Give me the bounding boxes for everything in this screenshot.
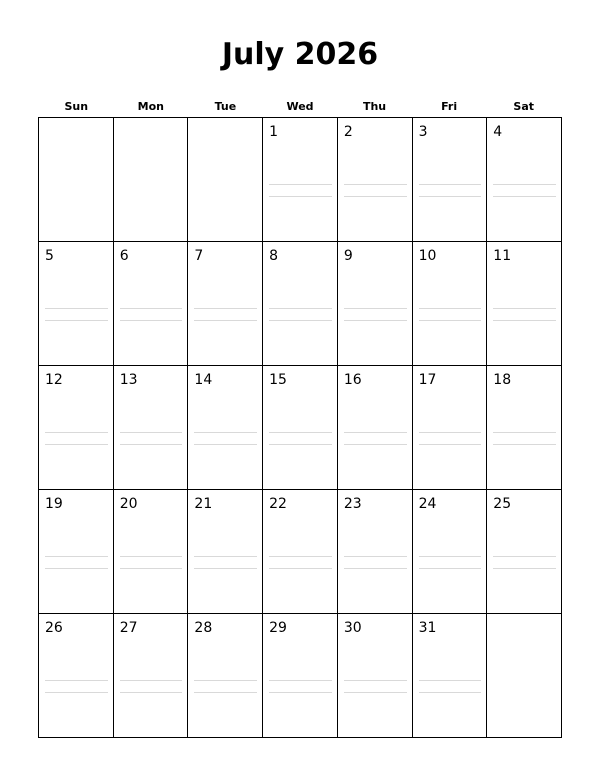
day-cell: [413, 614, 488, 738]
day-cell: [413, 242, 488, 366]
note-line: [419, 692, 482, 693]
weekday-fri: Fri: [441, 100, 458, 113]
day-number: 7: [194, 248, 204, 264]
day-cell: [338, 490, 413, 614]
day-cell: [114, 490, 189, 614]
day-number: 13: [119, 372, 138, 388]
day-number: 24: [418, 496, 437, 512]
day-number: 27: [119, 620, 138, 636]
day-number: 14: [194, 372, 213, 388]
day-cell: [263, 366, 338, 490]
note-line: [194, 680, 257, 681]
day-number: 15: [269, 372, 287, 388]
day-cell: [338, 614, 413, 738]
note-line: [493, 568, 556, 569]
day-cell: [188, 242, 263, 366]
day-cell: [487, 366, 562, 490]
note-line: [45, 680, 108, 681]
day-number: 29: [269, 620, 287, 636]
day-cell: [263, 118, 338, 242]
day-cell: [39, 366, 114, 490]
day-cell: [263, 490, 338, 614]
day-cell: [188, 490, 263, 614]
note-line: [344, 320, 407, 321]
note-line: [419, 556, 482, 557]
day-number: 3: [418, 124, 428, 140]
note-line: [269, 692, 332, 693]
note-line: [419, 444, 482, 445]
note-line: [45, 308, 108, 309]
weekday-wed: Wed: [286, 100, 314, 113]
note-line: [194, 444, 257, 445]
note-line: [493, 184, 556, 185]
empty-day-cell: [114, 118, 189, 242]
weekday-tue: Tue: [214, 100, 237, 113]
note-line: [120, 432, 183, 433]
note-line: [344, 556, 407, 557]
day-number: 5: [45, 248, 54, 264]
day-cell: [114, 366, 189, 490]
note-line: [269, 432, 332, 433]
note-line: [194, 692, 257, 693]
note-line: [45, 320, 108, 321]
weekday-sat: Sat: [513, 100, 534, 113]
note-line: [120, 568, 183, 569]
calendar-title: July 2026: [221, 37, 379, 72]
day-cell: [338, 366, 413, 490]
day-cell: [487, 242, 562, 366]
day-number: 17: [418, 372, 437, 388]
note-line: [419, 432, 482, 433]
day-number: 10: [418, 248, 437, 264]
note-line: [269, 556, 332, 557]
note-line: [120, 320, 183, 321]
weekday-mon: Mon: [137, 100, 165, 113]
note-line: [493, 556, 556, 557]
note-line: [344, 184, 407, 185]
note-line: [419, 320, 482, 321]
note-line: [45, 568, 108, 569]
note-line: [45, 692, 108, 693]
day-number: 31: [418, 620, 437, 636]
day-number: 11: [493, 248, 512, 264]
empty-day-cell: [188, 118, 263, 242]
empty-day-cell: [39, 118, 114, 242]
weekday-sun: Sun: [64, 100, 89, 113]
note-line: [344, 680, 407, 681]
note-line: [269, 568, 332, 569]
day-cell: [487, 118, 562, 242]
note-line: [493, 432, 556, 433]
day-cell: [263, 242, 338, 366]
empty-day-cell: [487, 614, 562, 738]
note-line: [120, 444, 183, 445]
day-cell: [413, 366, 488, 490]
note-line: [120, 308, 183, 309]
note-line: [269, 444, 332, 445]
note-line: [493, 444, 556, 445]
day-cell: [263, 614, 338, 738]
note-line: [194, 432, 257, 433]
note-line: [120, 692, 183, 693]
note-line: [194, 308, 257, 309]
day-cell: [114, 614, 189, 738]
note-line: [344, 568, 407, 569]
note-line: [269, 680, 332, 681]
note-line: [344, 196, 407, 197]
day-number: 23: [343, 496, 362, 512]
note-line: [120, 680, 183, 681]
day-number: 12: [45, 372, 63, 388]
day-cell: [338, 242, 413, 366]
day-number: 26: [45, 620, 63, 636]
note-line: [419, 184, 482, 185]
note-line: [344, 444, 407, 445]
day-number: 8: [269, 248, 279, 264]
note-line: [419, 308, 482, 309]
note-line: [194, 556, 257, 557]
day-number: 22: [269, 496, 287, 512]
day-number: 28: [194, 620, 213, 636]
note-line: [419, 568, 482, 569]
day-number: 25: [493, 496, 512, 512]
day-cell: [188, 366, 263, 490]
day-cell: [114, 242, 189, 366]
day-number: 2: [343, 124, 353, 140]
note-line: [493, 320, 556, 321]
day-cell: [413, 490, 488, 614]
day-number: 16: [343, 372, 362, 388]
note-line: [45, 432, 108, 433]
day-number: 18: [493, 372, 512, 388]
note-line: [194, 568, 257, 569]
day-number: 21: [194, 496, 213, 512]
note-line: [269, 320, 332, 321]
note-line: [45, 444, 108, 445]
day-number: 4: [493, 124, 503, 140]
day-cell: [413, 118, 488, 242]
note-line: [493, 308, 556, 309]
day-cell: [188, 614, 263, 738]
note-line: [120, 556, 183, 557]
day-cell: [487, 490, 562, 614]
note-line: [45, 556, 108, 557]
day-cell: [338, 118, 413, 242]
note-line: [419, 196, 482, 197]
day-number: 6: [119, 248, 129, 264]
day-number: 30: [343, 620, 362, 636]
note-line: [344, 432, 407, 433]
day-number: 20: [119, 496, 138, 512]
note-line: [493, 196, 556, 197]
note-line: [344, 308, 407, 309]
note-line: [344, 692, 407, 693]
day-number: 1: [269, 124, 279, 140]
note-line: [269, 308, 332, 309]
day-cell: [39, 614, 114, 738]
note-line: [269, 184, 332, 185]
day-cell: [39, 490, 114, 614]
note-line: [194, 320, 257, 321]
day-cell: [39, 242, 114, 366]
weekday-header-row: [39, 99, 561, 115]
note-line: [419, 680, 482, 681]
weekday-thu: Thu: [362, 100, 387, 113]
calendar-grid: [38, 117, 562, 738]
day-number: 9: [343, 248, 353, 264]
note-line: [269, 196, 332, 197]
day-number: 19: [45, 496, 63, 512]
